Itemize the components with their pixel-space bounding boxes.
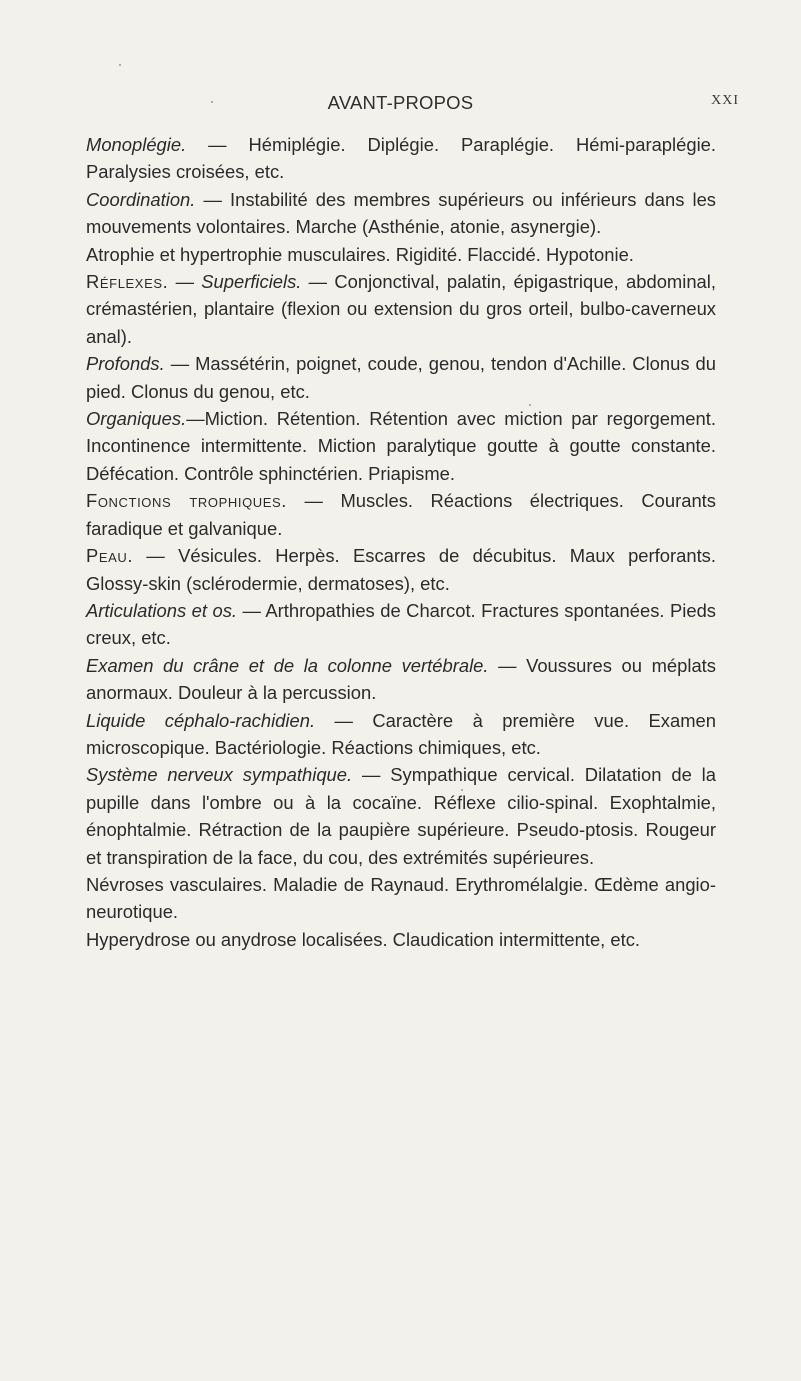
paragraph-fonctions-trophiques bbox=[86, 487, 716, 542]
paragraph-articulations bbox=[86, 597, 716, 652]
paragraph-text: — Instabilité des membres supérieurs ou inférieurs dans les mouvements volontaires. Marche (Asthénie, atonie, asynergie). bbox=[86, 188, 716, 238]
paragraph-examen-crane bbox=[86, 652, 716, 707]
paragraph-peau bbox=[86, 542, 716, 597]
paragraph-lead: Réflexes. bbox=[86, 271, 169, 293]
paragraph-text: Névroses vasculaires. Maladie de Raynaud. Erythromélalgie. Œdème angio-neurotique. bbox=[86, 873, 716, 923]
paragraph-text: Hyperydrose ou anydrose localisées. Claudication intermittente, etc. bbox=[86, 928, 641, 950]
paragraph-lead: Examen du crâne et de la colonne vertébrale. bbox=[86, 654, 489, 676]
paragraph-monoplegie bbox=[86, 131, 716, 186]
paragraph-text: — Vésicules. Herpès. Escarres de décubitus. Maux perforants. Glossy-skin (sclérodermie, dermatoses), etc. bbox=[86, 545, 716, 594]
paragraph-hyperydrose bbox=[86, 926, 716, 953]
body-text bbox=[86, 131, 716, 953]
page-header bbox=[0, 92, 801, 116]
paragraph-atrophie bbox=[86, 241, 716, 268]
scan-speck bbox=[119, 64, 121, 66]
paragraph-profonds bbox=[86, 350, 716, 405]
paragraph-liquide bbox=[86, 707, 716, 762]
paragraph-lead: Coordination. bbox=[86, 188, 196, 210]
paragraph-systeme-sympathique bbox=[86, 761, 716, 871]
paragraph-text: — Arthropathies de Charcot. Fractures spontanées. Pieds creux, etc. bbox=[86, 599, 716, 649]
paragraph-lead: Peau. bbox=[86, 545, 134, 567]
paragraph-lead: Système nerveux sympathique. bbox=[86, 764, 353, 786]
paragraph-reflexes: Réflexes. — Superficiels. — Conjonctival, palatin, épigastrique, abdominal, crémastérien, plantaire (flexion ou extension du gros orteil, bulbo-caverneux anal). bbox=[86, 271, 716, 347]
paragraph-text: —Miction. Rétention. Rétention avec miction par regorgement. Incontinence intermittente. Miction paralytique goutte à goutte constante. Défécation. Contrôle sphinctérien. Priapisme. bbox=[86, 408, 716, 484]
paragraph-lead: Monoplégie. bbox=[86, 134, 187, 155]
paragraph-nevroses bbox=[86, 871, 716, 926]
page-number: XXI bbox=[711, 93, 739, 108]
paragraph-text: — Massétérin, poignet, coude, genou, tendon d'Achille. Clonus du pied. Clonus du genou, etc. bbox=[86, 353, 716, 402]
paragraph-lead: Profonds. bbox=[86, 353, 165, 375]
paragraph-text: Atrophie et hypertrophie musculaires. Rigidité. Flaccidé. Hypotonie. bbox=[86, 243, 634, 265]
paragraph-text: — Sympathique cervical. Dilatation de la pupille dans l'ombre ou à la cocaïne. Réflexe cilio-spinal. Exophtalmie, énophtalmie. Rétraction de la paupière supérieure. Pseudo-ptosis. Rougeur et transpiration de la face, du cou, des extrémités supérieures. bbox=[86, 764, 716, 868]
paragraph-sublead: Superficiels. bbox=[201, 271, 302, 293]
paragraph-lead: Fonctions trophiques. bbox=[86, 490, 288, 512]
paragraph-lead: Organiques. bbox=[86, 408, 187, 430]
paragraph-coordination bbox=[86, 186, 716, 241]
paragraph-text: — Caractère à première vue. Examen microscopique. Bactériologie. Réactions chimiques, etc. bbox=[86, 709, 716, 758]
paragraph-text: — Muscles. Réactions électriques. Courants faradique et galvanique. bbox=[86, 490, 716, 539]
paragraph-text: — Voussures ou méplats anormaux. Douleur à la percussion. bbox=[86, 654, 716, 704]
paragraph-lead: Liquide céphalo-rachidien. bbox=[86, 709, 316, 731]
paragraph-organiques bbox=[86, 405, 716, 487]
paragraph-lead: Articulations et os. bbox=[86, 599, 238, 621]
paragraph-text: — Hémiplégie. Diplégie. Paraplégie. Hémi-paraplégie. Paralysies croisées, etc. bbox=[86, 134, 716, 183]
paragraph-text: — Conjonctival, palatin, épigastrique, abdominal, crémastérien, plantaire (flexion ou extension du gros orteil, bulbo-caverneux anal). bbox=[86, 271, 716, 347]
running-title: AVANT-PROPOS bbox=[327, 92, 474, 113]
